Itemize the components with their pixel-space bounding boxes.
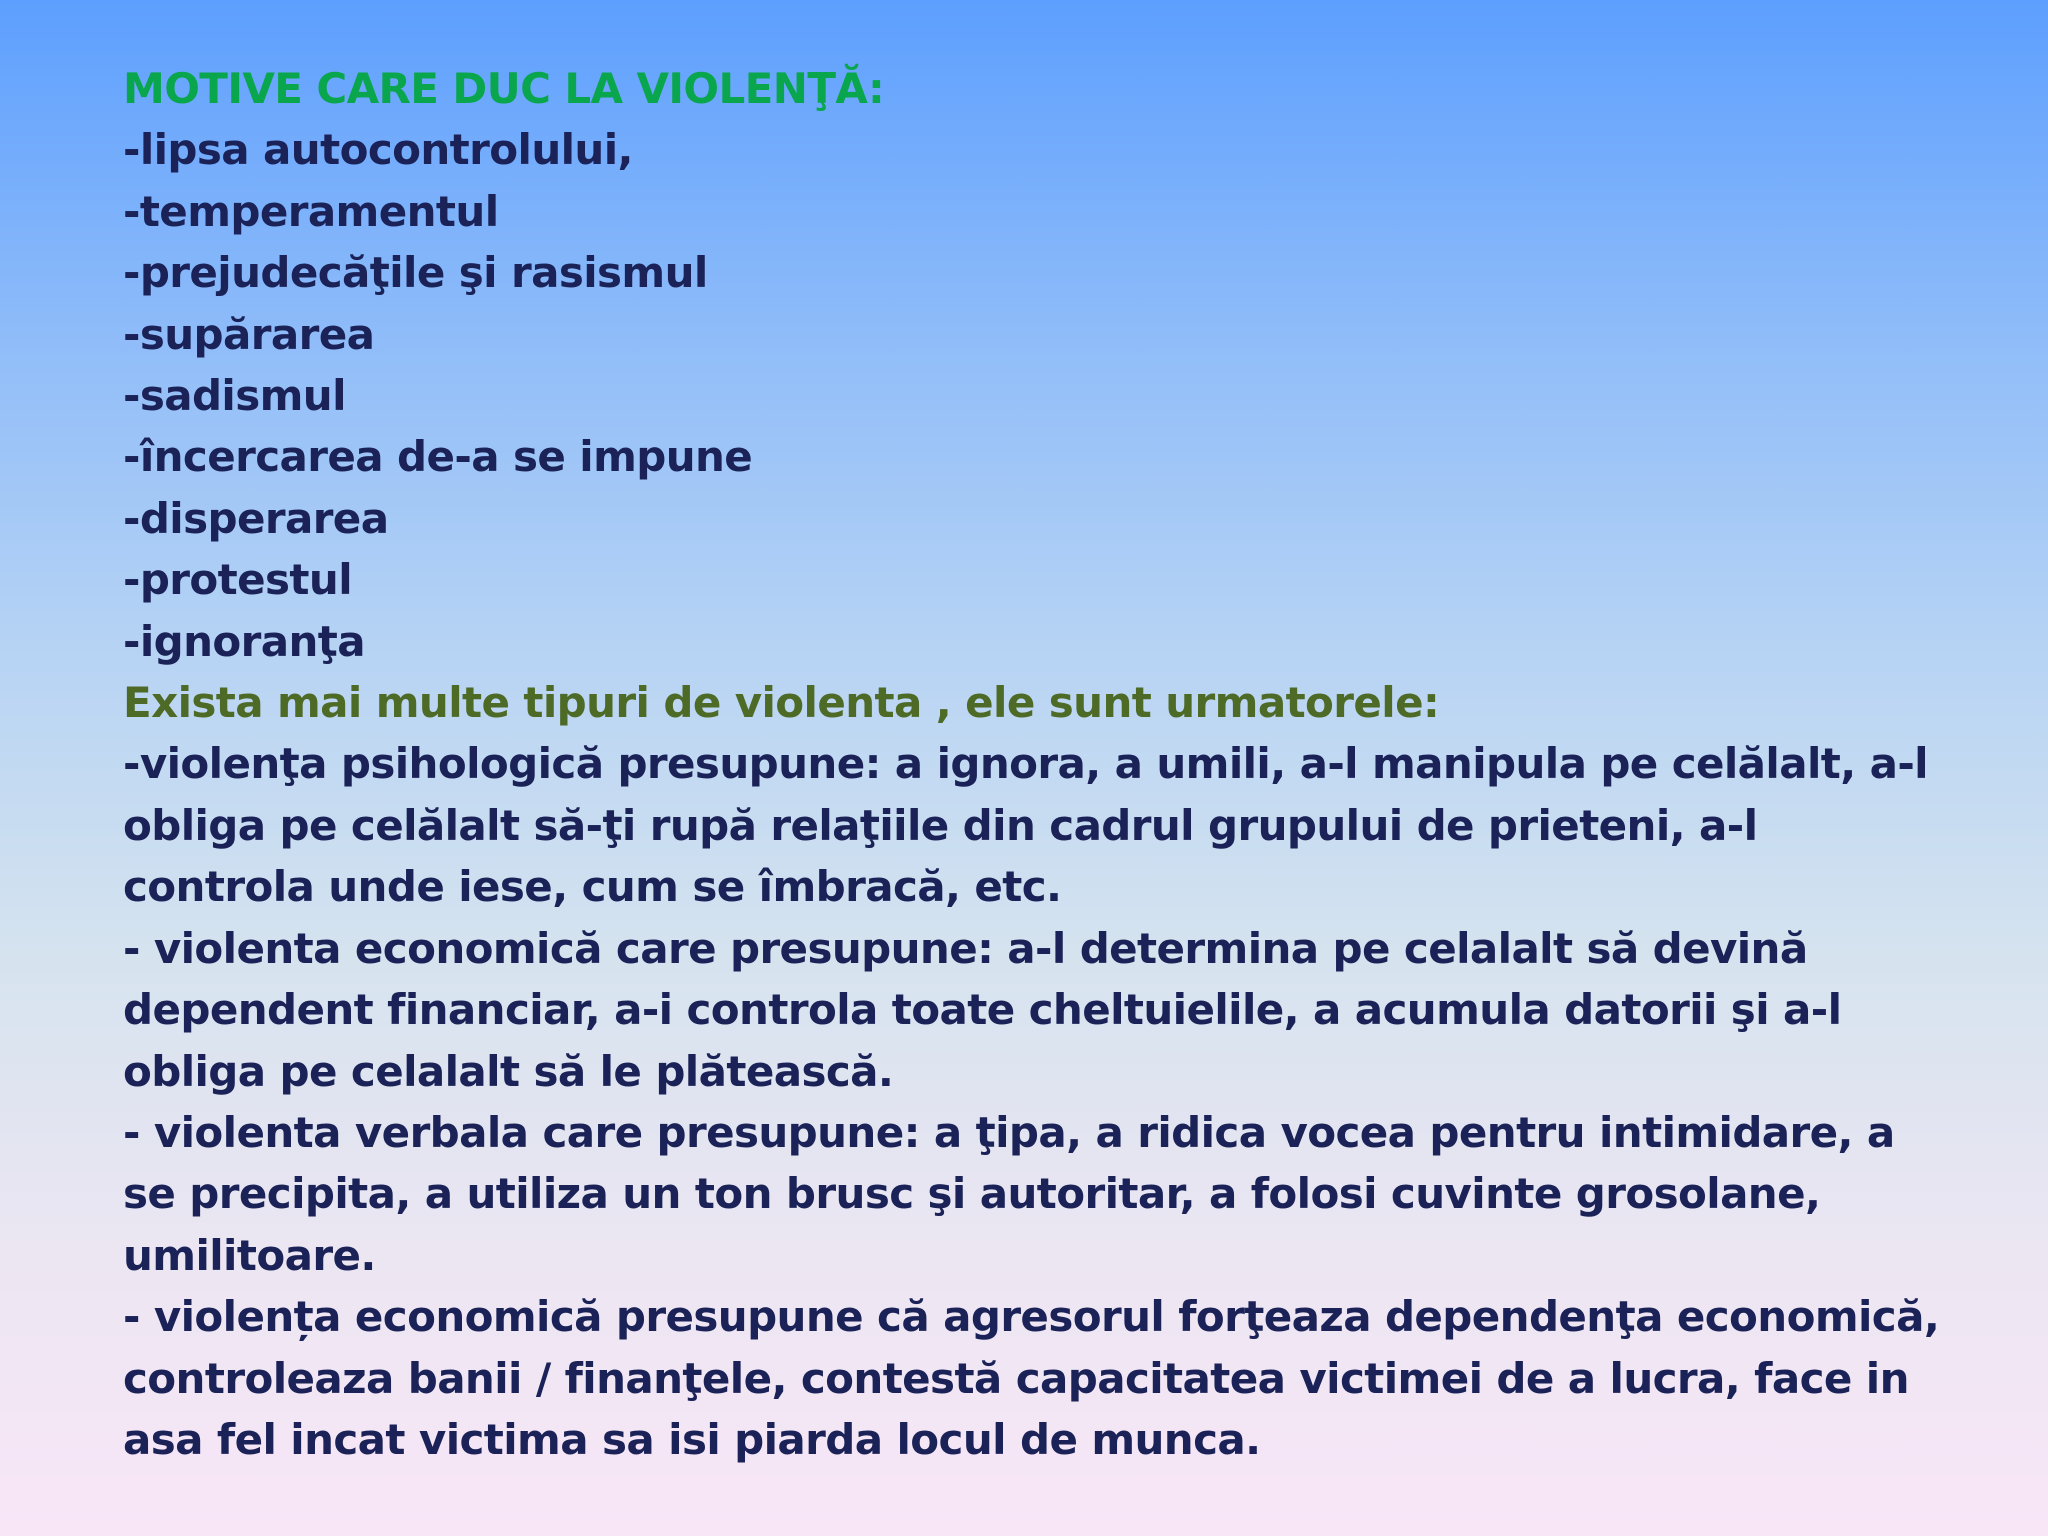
motive-item: -sadismul	[123, 371, 346, 421]
slide-content	[123, 58, 1953, 1470]
motive-item: -supărarea	[123, 309, 375, 359]
motive-item: -prejudecăţile şi rasismul	[123, 248, 708, 298]
violence-type-paragraph: - violenta verbala care presupune: a ţipa, a ridica vocea pentru intimidare, a se precipita, a utiliza un ton brusc şi autoritar, a folosi cuvinte grosolane, umilitoare.	[123, 1107, 1895, 1280]
motive-item: -încercarea de-a se impune	[123, 432, 753, 482]
slide-heading: MOTIVE CARE DUC LA VIOLENŢĂ:	[123, 64, 885, 113]
violence-type-paragraph: -violenţa psihologică presupune: a ignora, a umili, a-l manipula pe celălalt, a-l obliga pe celălalt să-ţi rupă relaţiile din cadrul grupului de prieteni, a-l controla unde iese, cum se îmbracă, etc.	[123, 739, 1928, 912]
violence-type-paragraph: - violența economică presupune că agresorul forţeaza dependenţa economică, controleaza banii / finanţele, contestă capacitatea victimei de a lucra, face in asa fel incat victima sa isi piarda locul de munca.	[123, 1292, 1940, 1464]
motive-item: -temperamentul	[123, 186, 499, 236]
motive-item: -lipsa autocontrolului,	[123, 125, 633, 175]
violence-type-paragraph: - violenta economică care presupune: a-l determina pe celalalt să devină dependent financiar, a-i controla toate cheltuielile, a acumula datorii şi a-l obliga pe celalalt să le plătească.	[123, 923, 1842, 1096]
types-subheading: Exista mai multe tipuri de violenta , ele sunt urmatorele:	[123, 678, 1440, 728]
motive-item: -disperarea	[123, 493, 389, 543]
motive-item: -ignoranţa	[123, 616, 366, 666]
motive-item: -protestul	[123, 555, 352, 605]
